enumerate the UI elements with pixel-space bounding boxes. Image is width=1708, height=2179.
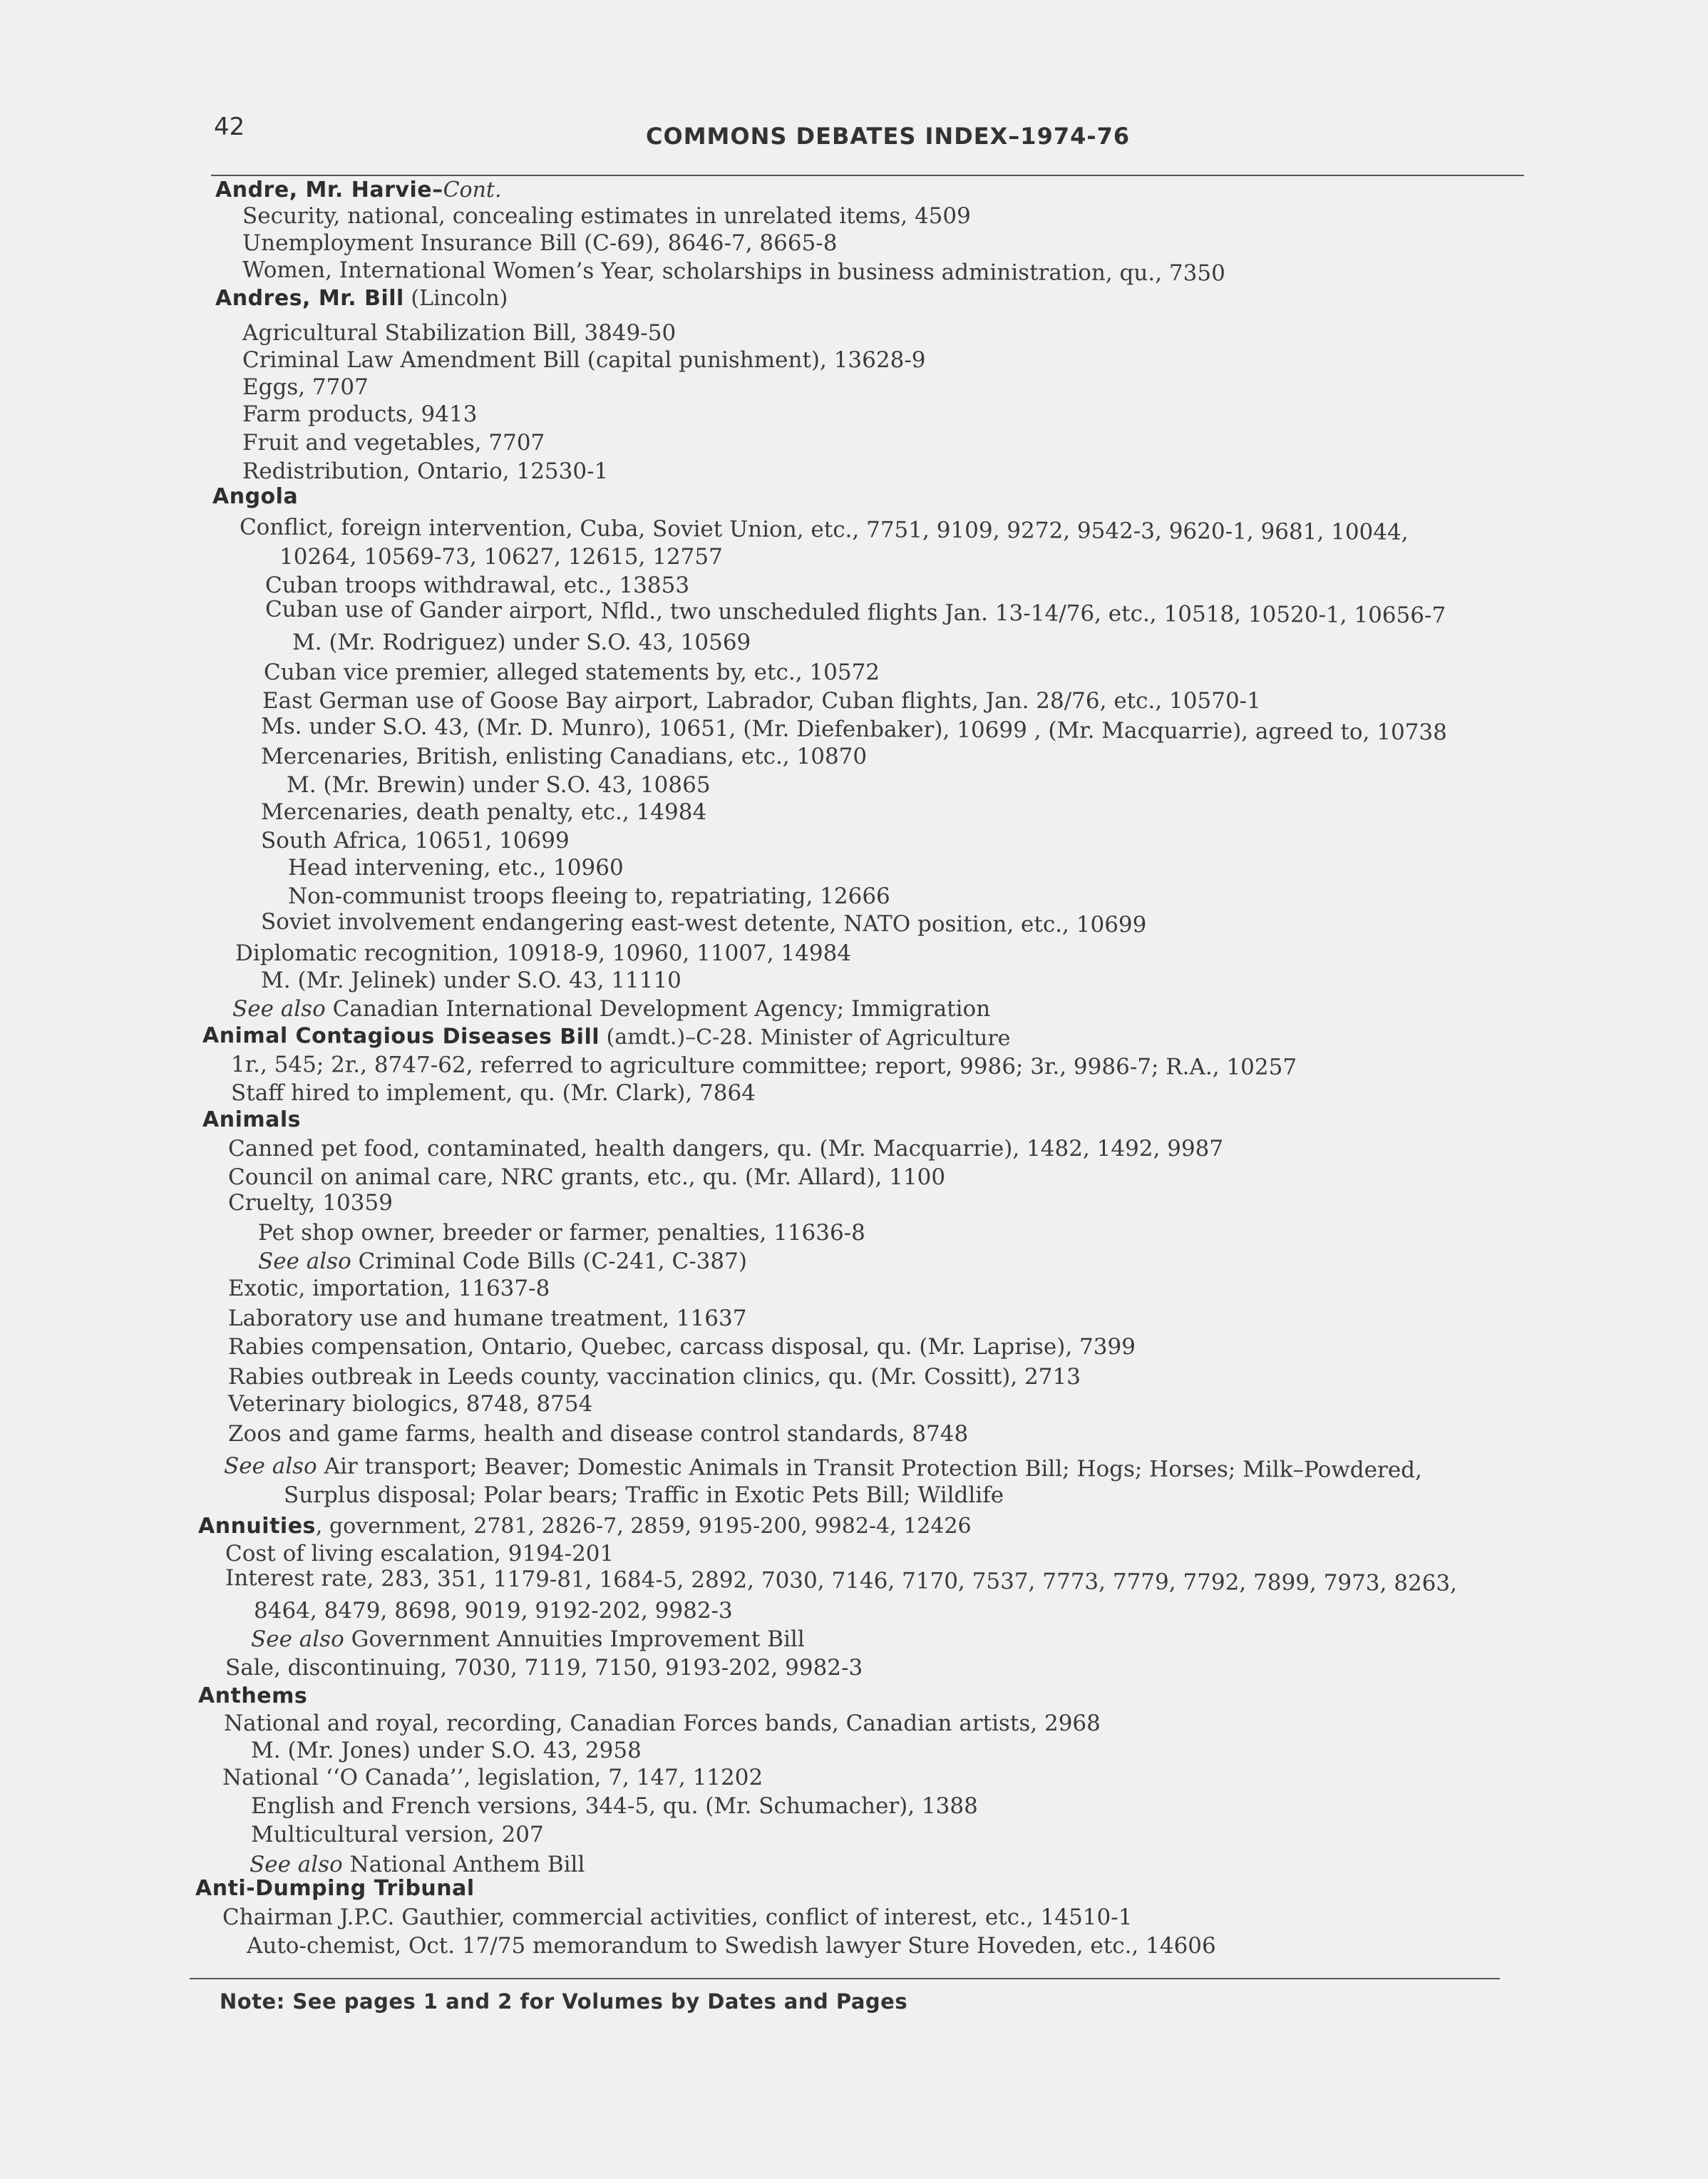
- subentry-text: Council on animal care, NRC grants, etc., qu. (Mr. Allard), 1100: [228, 1164, 946, 1190]
- subentry-text: Rabies outbreak in Leeds county, vaccination clinics, qu. (Mr. Cossitt), 2713: [228, 1364, 1081, 1390]
- see-also-entry: [232, 995, 990, 1022]
- subentry-text: South Africa, 10651, 10699: [261, 828, 570, 853]
- subentry-text: Diplomatic recognition, 10918-9, 10960, 11007, 14984: [235, 940, 852, 966]
- heading-text: Anthems: [197, 1683, 308, 1709]
- index-subentry: [262, 687, 1261, 714]
- heading-text: Annuities: [198, 1514, 316, 1539]
- index-subentry: [242, 401, 477, 428]
- subentry-text: Non-communist troops fleeing to, repatriating, 12666: [288, 883, 890, 909]
- index-subentry: [242, 319, 676, 347]
- subentry-text: Zoos and game farms, health and disease control standards, 8748: [228, 1421, 969, 1447]
- index-subentry: [222, 1764, 763, 1791]
- heading-detail: , government, 2781, 2826-7, 2859, 9195-200, 9982-4, 12426: [315, 1514, 972, 1539]
- subentry-text: Veterinary biologics, 8748, 8754: [228, 1391, 593, 1417]
- index-subentry: [242, 257, 1225, 287]
- subentry-text: Fruit and vegetables, 7707: [242, 430, 545, 456]
- subentry-text: 8464, 8479, 8698, 9019, 9192-202, 9982-3: [254, 1598, 733, 1624]
- index-subentry: [228, 1164, 945, 1191]
- see-also-entry: [249, 1851, 585, 1878]
- see-also-targets: Government Annuities Improvement Bill: [344, 1626, 805, 1652]
- subentry-text: Women, International Women’s Year, scholarships in business administration, qu., 7350: [242, 257, 1225, 287]
- subentry-text: Redistribution, Ontario, 12530-1: [242, 458, 609, 484]
- subentry-text: Soviet involvement endangering east-west detente, NATO position, etc., 10699: [260, 908, 1147, 938]
- index-subentry: [292, 629, 751, 656]
- heading-text: Anti-Dumping Tribunal: [195, 1876, 475, 1901]
- header-rule: [211, 175, 1524, 176]
- subentry-text: Staff hired to implement, qu. (Mr. Clark), 7864: [231, 1080, 756, 1106]
- index-subentry: [242, 347, 926, 374]
- footer-rule: [190, 1978, 1500, 1979]
- see-also-label: See also: [249, 1852, 343, 1877]
- index-subentry: [258, 1219, 865, 1246]
- index-subentry: [224, 1710, 1101, 1737]
- index-subentry: [225, 1564, 1457, 1597]
- index-subentry: [225, 1654, 863, 1681]
- subentry-text: Head intervening, etc., 10960: [288, 855, 624, 881]
- footer-note: Note: See pages 1 and 2 for Volumes by Dates and Pages: [220, 1989, 908, 2014]
- subentry-text: Cruelty, 10359: [228, 1190, 393, 1216]
- subentry-text: Sale, discontinuing, 7030, 7119, 7150, 9193-202, 9982-3: [225, 1655, 863, 1681]
- heading-text: Angola: [212, 484, 299, 509]
- index-subentry: [251, 1793, 978, 1820]
- subentry-text: Pet shop owner, breeder or farmer, penalties, 11636-8: [258, 1220, 865, 1246]
- subentry-text: Unemployment Insurance Bill (C-69), 8646-7, 8665-8: [242, 230, 838, 256]
- page-header: [211, 108, 1523, 165]
- see-also-targets: National Anthem Bill: [342, 1852, 585, 1877]
- index-subentry: [287, 771, 711, 799]
- subentry-text: Criminal Law Amendment Bill (capital punishment), 13628-9: [242, 347, 926, 373]
- subentry-text: M. (Mr. Jones) under S.O. 43, 2958: [251, 1738, 642, 1763]
- index-subentry: [264, 659, 880, 686]
- subentry-text: National and royal, recording, Canadian Forces bands, Canadian artists, 2968: [224, 1711, 1101, 1736]
- index-subentry: [242, 374, 369, 401]
- subentry-text: Eggs, 7707: [242, 374, 369, 400]
- page-number: 42: [214, 113, 245, 141]
- subentry-text: Conflict, foreign intervention, Cuba, Soviet Union, etc., 7751, 9109, 9272, 9542-3, 9620-1, 9681, 10044,: [239, 514, 1409, 545]
- index-subentry: [231, 1080, 756, 1107]
- see-also-label: See also: [223, 1453, 317, 1480]
- subentry-text: Surplus disposal; Polar bears; Traffic in Exotic Pets Bill; Wildlife: [284, 1482, 1004, 1508]
- subentry-text: Cuban use of Gander airport, Nfld., two unscheduled flights Jan. 13-14/76, etc., 10518, 10520-1, 10656-7: [264, 596, 1446, 629]
- subentry-text: 1r., 545; 2r., 8747-62, referred to agriculture committee; report, 9986; 3r., 9986-7; R.A., 10257: [230, 1052, 1297, 1080]
- index-subentry: [242, 230, 838, 257]
- subentry-text: Chairman J.P.C. Gauthier, commercial activities, conflict of interest, etc., 14510-1: [222, 1904, 1133, 1930]
- subentry-text: Interest rate, 283, 351, 1179-81, 1684-5, 2892, 7030, 7146, 7170, 7537, 7773, 7779, 7792, 7899, 7973, 8263,: [225, 1565, 1458, 1596]
- subentry-text: National ‘‘O Canada’’, legislation, 7, 147, 11202: [222, 1765, 763, 1790]
- index-subentry: [242, 202, 971, 230]
- index-subentry: [242, 458, 608, 485]
- index-heading: [215, 177, 502, 204]
- index-subentry: [225, 1540, 614, 1567]
- index-subentry: [228, 1390, 592, 1417]
- index-subentry: [284, 1482, 1004, 1509]
- index-subentry: [251, 1821, 544, 1848]
- index-subentry: [228, 1420, 968, 1447]
- see-also-label: See also: [232, 996, 326, 1022]
- subentry-text: Cuban vice premier, alleged statements by, etc., 10572: [264, 660, 880, 685]
- index-subentry: [265, 596, 1446, 630]
- index-subentry: [231, 1051, 1297, 1081]
- index-subentry: [228, 1275, 550, 1302]
- index-subentry: [228, 1333, 1136, 1360]
- subentry-text: Cuban troops withdrawal, etc., 13853: [265, 573, 690, 598]
- subentry-text: Ms. under S.O. 43, (Mr. D. Munro), 10651, (Mr. Diefenbaker), 10699 , (Mr. Macquarrie), agreed to, 10738: [260, 713, 1448, 746]
- index-subentry: [261, 967, 681, 994]
- index-subentry: [261, 743, 867, 770]
- subentry-text: Rabies compensation, Ontario, Quebec, carcass disposal, qu. (Mr. Laprise), 7399: [228, 1334, 1136, 1360]
- see-also-targets: Canadian International Development Agency; Immigration: [325, 996, 991, 1022]
- running-title: COMMONS DEBATES INDEX–1974-76: [646, 123, 1131, 150]
- index-subentry: [222, 1904, 1132, 1931]
- see-also-entry: [258, 1248, 747, 1275]
- continued-marker: Cont.: [443, 178, 502, 202]
- index-heading: [195, 1875, 475, 1902]
- subentry-text: Security, national, concealing estimates in unrelated items, 4509: [242, 203, 971, 229]
- index-subentry: [228, 1305, 746, 1332]
- heading-detail: (Lincoln): [403, 286, 508, 311]
- index-subentry: [247, 1932, 1216, 1959]
- see-also-entry: [224, 1452, 1422, 1484]
- subentry-text: Auto-chemist, Oct. 17/75 memorandum to Swedish lawyer Sture Hoveden, etc., 14606: [247, 1933, 1216, 1959]
- subentry-text: Mercenaries, death penalty, etc., 14984: [261, 799, 707, 825]
- heading-detail: (amdt.)–C-28. Minister of Agriculture: [599, 1024, 1011, 1051]
- see-also-targets: Air transport; Beaver; Domestic Animals in Transit Protection Bill; Hogs; Horses; Milk–Powdered,: [317, 1453, 1422, 1483]
- index-heading: [198, 1513, 972, 1540]
- heading-text: Andres, Mr. Bill: [215, 286, 404, 311]
- index-subentry: [279, 543, 723, 570]
- subentry-text: Laboratory use and humane treatment, 11637: [228, 1306, 747, 1331]
- heading-text: Andre, Mr. Harvie–: [215, 178, 443, 202]
- index-subentry: [228, 1363, 1081, 1390]
- heading-text: Animal Contagious Diseases Bill: [202, 1023, 600, 1050]
- index-heading: [198, 1683, 307, 1711]
- subentry-text: Mercenaries, British, enlisting Canadians, etc., 10870: [261, 744, 868, 769]
- subentry-text: Multicultural version, 207: [251, 1822, 544, 1847]
- index-subentry: [235, 940, 851, 967]
- index-heading: [202, 1022, 1011, 1052]
- subentry-text: Exotic, importation, 11637-8: [228, 1276, 550, 1301]
- index-subentry: [261, 908, 1147, 938]
- index-heading: [202, 1107, 301, 1134]
- subentry-text: M. (Mr. Brewin) under S.O. 43, 10865: [287, 772, 711, 798]
- index-subentry: [242, 429, 545, 456]
- index-subentry: [228, 1189, 393, 1216]
- index-subentry: [261, 827, 570, 854]
- see-also-targets: Criminal Code Bills (C-241, C-387): [351, 1249, 747, 1274]
- subentry-text: East German use of Goose Bay airport, Labrador, Cuban flights, Jan. 28/76, etc., 10570-1: [262, 688, 1261, 714]
- index-subentry: [288, 883, 890, 910]
- subentry-text: English and French versions, 344-5, qu. (Mr. Schumacher), 1388: [251, 1793, 978, 1819]
- subentry-text: M. (Mr. Rodriguez) under S.O. 43, 10569: [292, 630, 751, 655]
- subentry-text: Cost of living escalation, 9194-201: [225, 1541, 614, 1567]
- subentry-text: 10264, 10569-73, 10627, 12615, 12757: [279, 544, 723, 570]
- index-subentry: [261, 799, 706, 826]
- index-subentry: [288, 854, 624, 881]
- see-also-label: See also: [251, 1626, 344, 1652]
- subentry-text: Farm products, 9413: [242, 401, 478, 427]
- heading-text: Animals: [202, 1107, 302, 1132]
- subentry-text: Canned pet food, contaminated, health dangers, qu. (Mr. Macquarrie), 1482, 1492, 9987: [228, 1136, 1224, 1162]
- index-subentry: [265, 572, 689, 599]
- see-also-entry: [251, 1626, 805, 1653]
- index-heading: [215, 285, 508, 312]
- index-heading: [212, 483, 298, 511]
- index-subentry: [228, 1135, 1223, 1162]
- index-subentry: [251, 1737, 642, 1764]
- index-subentry: [254, 1597, 733, 1624]
- subentry-text: M. (Mr. Jelinek) under S.O. 43, 11110: [261, 968, 681, 993]
- index-subentry: [240, 513, 1409, 545]
- index-subentry: [261, 713, 1447, 747]
- subentry-text: Agricultural Stabilization Bill, 3849-50: [242, 320, 676, 346]
- see-also-label: See also: [258, 1249, 351, 1274]
